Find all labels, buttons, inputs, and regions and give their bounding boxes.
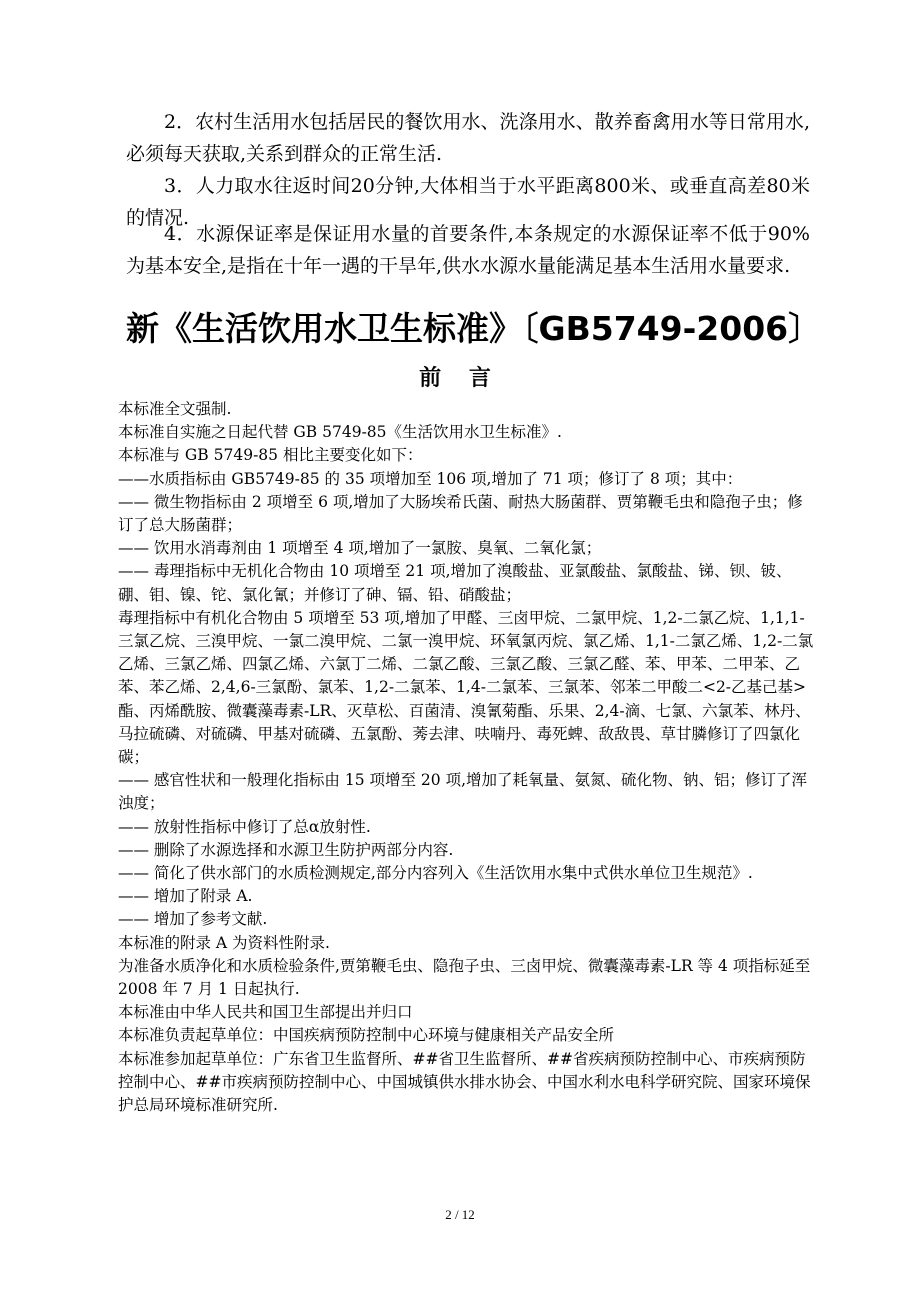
paragraph-text: 2．农村生活用水包括居民的餐饮用水、洗涤用水、散养畜禽用水等日常用水,必须每天获取,关系到群众的正常生活. <box>126 111 810 165</box>
body-line: —— 简化了供水部门的水质检测规定,部分内容列入《生活饮用水集中式供水单位卫生规范》. <box>118 864 753 883</box>
body-line: —— 毒理指标中无机化合物由 10 项增至 21 项,增加了溴酸盐、亚氯酸盐、氯酸盐、锑、钡、铍、硼、钼、镍、铊、氯化氰；并修订了砷、镉、铅、硝酸盐； <box>118 562 792 604</box>
body-line: 本标准自实施之日起代替 GB 5749-85《生活饮用水卫生标准》. <box>118 423 562 442</box>
preface-body <box>118 398 818 1117</box>
body-line: —— 放射性指标中修订了总α放射性. <box>118 817 371 836</box>
body-line: 毒理指标中有机化合物由 5 项增至 53 项,增加了甲醛、三卤甲烷、二氯甲烷、1,2-二氯乙烷、1,1,1-三氯乙烷、三溴甲烷、一氯二溴甲烷、二氯一溴甲烷、环氧氯丙烷、氯乙烯、1,1-二氯乙烯、1,2-二氯乙烯、三氯乙烯、四氯乙烯、六氯丁二烯、二氯乙酸、三氯乙酸、三氯乙醛、苯、甲苯、二甲苯、乙苯、苯乙烯、2,4,6-三氯酚、氯苯、1,2-二氯苯、1,4-二氯苯、三氯苯、邻苯二甲酸二<2-乙基己基>酯、丙烯酰胺、微囊藻毒素-LR、灭草松、百菌清、溴氰菊酯、乐果、2,4-滴、七氯、六氯苯、林丹、马拉硫磷、对硫磷、甲基对硫磷、五氯酚、莠去津、呋喃丹、毒死蜱、敌敌畏、草甘膦修订了四氯化碳； <box>118 608 814 767</box>
body-line: —— 增加了附录 A. <box>118 887 253 906</box>
paragraph-text: 3．人力取水往返时间20分钟,大体相当于水平距离800米、或垂直高差80米的情况. <box>126 175 810 229</box>
paragraph-text: 4．水源保证率是保证用水量的首要条件,本条规定的水源保证率不低于90%为基本安全,是指在十年一遇的干旱年,供水水源水量能满足基本生活用水量要求. <box>126 223 810 277</box>
body-line: 本标准与 GB 5749-85 相比主要变化如下： <box>118 446 423 465</box>
paragraph-source-guarantee-rate <box>126 218 810 282</box>
body-line: —— 感官性状和一般理化指标由 15 项增至 20 项,增加了耗氧量、氨氮、硫化物、钠、铝；修订了浑浊度； <box>118 771 808 813</box>
body-line: 为准备水质净化和水质检验条件,贾第鞭毛虫、隐孢子虫、三卤甲烷、微囊藻毒素-LR 等 4 项指标延至 2008 年 7 月 1 日起执行. <box>118 956 811 999</box>
body-line: ——水质指标由 GB5749-85 的 35 项增加至 106 项,增加了 71 项；修订了 8 项；其中： <box>118 469 743 488</box>
page-number: 2 / 12 <box>445 1207 475 1222</box>
paragraph-rural-water-use <box>126 106 810 170</box>
document-title: 新《生活饮用水卫生标准》〔GB5749-2006〕 <box>126 309 822 348</box>
body-line: 本标准负责起草单位：中国疾病预防控制中心环境与健康相关产品安全所 <box>118 1026 615 1045</box>
body-line: 本标准的附录 A 为资料性附录. <box>118 933 330 952</box>
body-line: —— 删除了水源选择和水源卫生防护两部分内容. <box>118 840 454 859</box>
body-line: 本标准由中华人民共和国卫生部提出并归口 <box>118 1003 413 1022</box>
body-line: —— 微生物指标由 2 项增至 6 项,增加了大肠埃希氏菌、耐热大肠菌群、贾第鞭毛虫和隐孢子虫；修订了总大肠菌群； <box>118 492 803 535</box>
body-line: —— 增加了参考文献. <box>118 910 268 929</box>
section-heading-preface: 前 言 <box>419 366 501 391</box>
body-line: 本标准全文强制. <box>118 400 232 418</box>
body-line: —— 饮用水消毒剂由 1 项增至 4 项,增加了一氯胺、臭氧、二氧化氯； <box>118 539 602 558</box>
body-line: 本标准参加起草单位：广东省卫生监督所、##省卫生监督所、##省疾病预防控制中心、市疾病预防控制中心、##市疾病预防控制中心、中国城镇供水排水协会、中国水利水电科学研究院、国家环境保护总局环境标准研究所. <box>118 1049 811 1115</box>
